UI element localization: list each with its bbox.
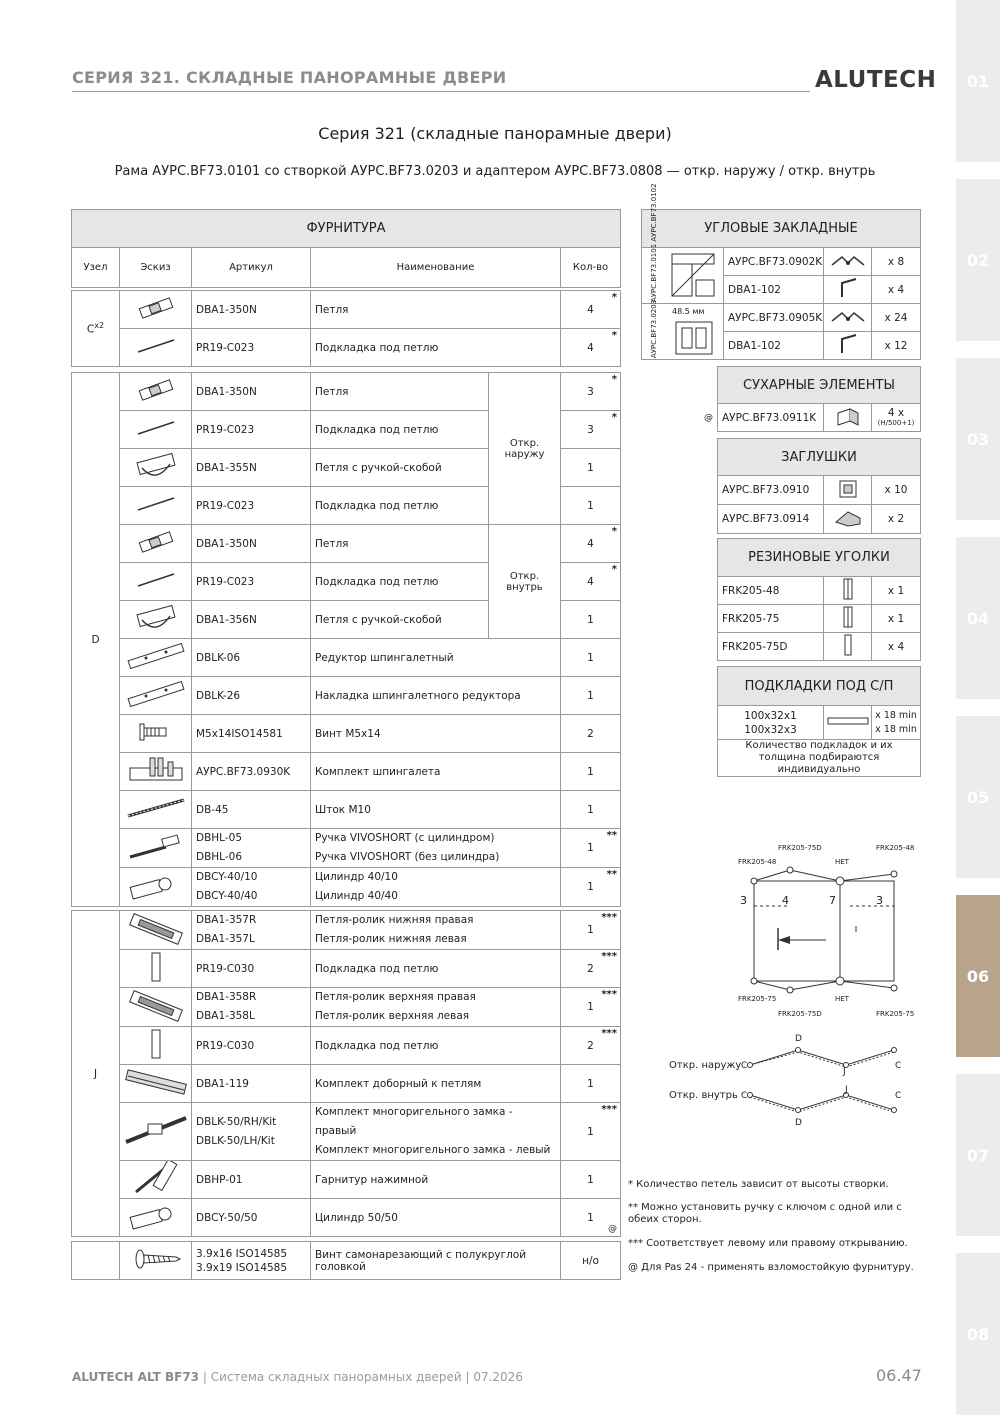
open-in-label: Откр. внутрь [669, 1090, 738, 1101]
qty-value: 2 [587, 962, 594, 975]
note-mark: * [611, 564, 618, 575]
table-row [72, 753, 621, 791]
node-c-cell [72, 291, 120, 367]
tab-04[interactable]: 04 [956, 537, 1000, 699]
letter-j: J [843, 1067, 846, 1077]
dimension-label: 48.5 мм [672, 307, 705, 316]
qty-value: 1 [587, 881, 594, 893]
rubber-corners-title: РЕЗИНОВЫЕ УГОЛКИ [718, 539, 921, 577]
qty-value: 4 [587, 341, 594, 354]
table-row [72, 829, 621, 868]
qty-value: 1 [587, 461, 594, 474]
diagram-label: НЕТ [835, 858, 849, 866]
article-cell: DB-45 [192, 791, 311, 829]
tab-07[interactable]: 07 [956, 1074, 1000, 1236]
plugs-title: ЗАГЛУШКИ [718, 439, 921, 476]
article-line: DBLK-50/RH/Kit [196, 1115, 277, 1128]
name-cell: Шток М10 [311, 791, 561, 829]
qty-value: 1 [587, 924, 594, 936]
letter-c: C [895, 1061, 902, 1071]
article-line: DBA1-357R [196, 914, 257, 926]
letter-d: D [795, 1034, 802, 1044]
article-cell: M5x14ISO14581 [192, 715, 311, 753]
rod-thread-icon [120, 791, 192, 829]
table-row [72, 1027, 621, 1065]
table-row [72, 329, 621, 367]
dry-elements-table [717, 366, 921, 432]
leaf-number: 7 [829, 894, 836, 907]
qty-value: 1 [587, 765, 594, 778]
article-cell: AУPC.BF73.0905K [724, 304, 824, 332]
article-cell: AУPC.BF73.0910 [718, 476, 824, 505]
qty-value: 4 x [887, 406, 905, 419]
note-mark: @ [608, 1224, 618, 1234]
note-2: ** Можно установить ручку с ключом с одной или с обеих сторон. [628, 1202, 902, 1225]
article-line: DBCY-40/40 [196, 890, 258, 902]
qty-value: x 2 [872, 505, 921, 534]
pad-qty: x 18 min [875, 723, 917, 735]
table-row [72, 950, 621, 988]
leaf-number: 4 [782, 894, 789, 907]
profile-bottom-sketch [642, 299, 724, 360]
fittings-title: ФУРНИТУРА [72, 210, 621, 248]
tab-05[interactable]: 05 [956, 716, 1000, 878]
name-cell: Подкладка под петлю [311, 1027, 561, 1065]
note-mark: *** [601, 1104, 618, 1115]
diagram-label: FRK205-75 [738, 995, 777, 1003]
article-cell: DBA1-102 [724, 276, 824, 304]
note-mark: ** [606, 869, 618, 880]
qty-value: 2 [587, 727, 594, 740]
qty-value: 1 [587, 651, 594, 664]
tab-06[interactable]: 06 [956, 895, 1000, 1057]
footer-brand: ALUTECH ALT BF73 [72, 1370, 200, 1384]
name-cell: Цилиндр 50/50 [311, 1199, 561, 1237]
rod-icon [120, 411, 192, 449]
corner-inserts-table [641, 209, 921, 360]
footer [72, 1370, 523, 1384]
table-row [72, 1103, 621, 1161]
tapping-screw-icon [120, 1242, 192, 1280]
header-divider [72, 91, 810, 92]
rubber-corner-icon [824, 605, 872, 633]
dry-mark: @ [704, 413, 713, 423]
note-mark: * [611, 412, 618, 423]
page-number: 06.47 [876, 1366, 922, 1385]
corner-bracket-icon [824, 248, 872, 276]
note-mark: * [611, 374, 618, 385]
qty-value: 4 [587, 575, 594, 588]
table-row [72, 639, 621, 677]
diagram-label: FRK205-75D [778, 1010, 822, 1018]
hinge-icon [120, 291, 192, 329]
table-row [72, 988, 621, 1027]
qty-value: 1 [587, 499, 594, 512]
glass-pad-icon [824, 706, 872, 740]
rubber-corner-icon [824, 577, 872, 605]
hinge-icon [120, 373, 192, 411]
qty-value: x 8 [872, 248, 921, 276]
name-line: Петля-ролик нижняя левая [315, 933, 467, 945]
node-sup: x2 [94, 321, 105, 331]
open-in-cell: Откр. внутрь [489, 525, 561, 639]
article-line: DBA1-358L [196, 1010, 255, 1022]
article-cell: DBCY-50/50 [192, 1199, 311, 1237]
table-row [72, 911, 621, 950]
article-cell: AУPC.BF73.0930K [192, 753, 311, 791]
insert-icon [824, 404, 872, 432]
qty-value: 3 [587, 423, 594, 436]
screw-icon [120, 715, 192, 753]
push-handle-icon [120, 1161, 192, 1199]
qty-value: x 1 [872, 577, 921, 605]
hinge-handle-icon [120, 449, 192, 487]
bolt-kit-icon [120, 753, 192, 791]
article-cell: FRK205-75 [718, 605, 824, 633]
table-row [72, 677, 621, 715]
article-cell: FRK205-48 [718, 577, 824, 605]
plugs-table [717, 438, 921, 534]
note-mark: *** [601, 951, 618, 962]
qty-value: 1 [587, 1125, 594, 1138]
corner-inserts-title: УГЛОВЫЕ ЗАКЛАДНЫЕ [642, 210, 921, 248]
tab-03[interactable]: 03 [956, 358, 1000, 520]
hinge-icon [120, 525, 192, 563]
corner-bracket-icon [824, 304, 872, 332]
letter-c: C [895, 1091, 902, 1101]
sash-section-icon [666, 318, 722, 358]
letter-j: J [845, 1085, 848, 1095]
col-sketch: Эскиз [120, 248, 192, 288]
cylinder-icon [120, 868, 192, 907]
letter-d: D [795, 1118, 802, 1128]
cylinder-icon [120, 1199, 192, 1237]
qty-value: 4 [587, 537, 594, 550]
qty-value: x 1 [872, 605, 921, 633]
angle-icon [824, 276, 872, 304]
note-mark: * [611, 526, 618, 537]
name-cell: Подкладка под петлю [311, 950, 561, 988]
pad-icon [120, 1027, 192, 1065]
article-cell: DBA1-350N [192, 373, 311, 411]
diagram-label: НЕТ [835, 995, 849, 1003]
dry-elements-title: СУХАРНЫЕ ЭЛЕМЕНТЫ [718, 367, 921, 404]
article-line: DBA1-357L [196, 933, 255, 945]
article-cell: DBHP-01 [192, 1161, 311, 1199]
qty-value: н/о [561, 1242, 621, 1280]
col-qty: Кол-во [561, 248, 621, 288]
qty-value: 1 [587, 1001, 594, 1013]
qty-value: x 12 [872, 332, 921, 360]
table-row [72, 291, 621, 329]
series-title: СЕРИЯ 321. СКЛАДНЫЕ ПАНОРАМНЫЕ ДВЕРИ [72, 68, 507, 87]
tab-08[interactable]: 08 [956, 1253, 1000, 1415]
name-line: Ручка VIVOSHORT (с цилиндром) [315, 832, 495, 844]
article-cell: DBLK-26 [192, 677, 311, 715]
name-cell: Винт самонарезающий с полукруглой головкой [311, 1242, 561, 1280]
qty-value: x 4 [872, 276, 921, 304]
letter-c: C [741, 1061, 748, 1071]
note-mark: ** [606, 830, 618, 841]
profile-top-label [650, 250, 658, 302]
qty-value: 4 [587, 303, 594, 316]
article-cell: DBA1-102 [724, 332, 824, 360]
table-row [72, 791, 621, 829]
footer-text: | Система складных панорамных дверей | 07.2026 [199, 1370, 523, 1384]
roller-hinge-icon [120, 911, 192, 950]
name-cell: Петля [311, 291, 561, 329]
article-cell: AУPC.BF73.0914 [718, 505, 824, 534]
angle-icon [824, 332, 872, 360]
qty-value: 1 [587, 842, 594, 854]
note-mark: *** [601, 1028, 618, 1039]
note-1: * Количество петель зависит от высоты створки. [628, 1179, 889, 1190]
plug-icon [824, 505, 872, 534]
name-line: Комплект многоригельного замка - левый [315, 1144, 551, 1156]
name-cell: Подкладка под петлю [311, 329, 561, 367]
tab-02[interactable]: 02 [956, 179, 1000, 341]
name-cell: Накладка шпингалетного редуктора [311, 677, 561, 715]
pad-icon [120, 950, 192, 988]
article-line: DBCY-40/10 [196, 871, 258, 883]
roller-hinge-icon [120, 988, 192, 1027]
qty-value: 1 [587, 1211, 594, 1224]
table-row [72, 1199, 621, 1237]
article-cell: DBA1-350N [192, 291, 311, 329]
qty-value: x 4 [872, 633, 921, 661]
article-line: 3.9x19 ISO14585 [196, 1261, 288, 1274]
lock-icon [120, 1103, 192, 1161]
article-cell: PR19-C030 [192, 950, 311, 988]
open-out-cell: Откр. наружу [489, 373, 561, 525]
node-d-cell: D [72, 373, 120, 907]
article-cell: DBA1-356N [192, 601, 311, 639]
name-line: Цилиндр 40/10 [315, 871, 398, 883]
diagram-label: FRK205-75D [778, 844, 822, 852]
note-4: @ Для Pas 24 - применять взломостойкую фурнитуру. [628, 1262, 914, 1273]
page-subtitle: Рама АУРС.BF73.0101 со створкой АУРС.BF73.0203 и адаптером АУРС.BF73.0808 — откр. наружу / откр. внутрь [114, 164, 876, 179]
name-line: Петля-ролик верхняя правая [315, 991, 476, 1003]
leaf-number: 3 [876, 894, 883, 907]
table-row [72, 373, 621, 411]
qty-value: 1 [587, 803, 594, 816]
rod-icon [120, 563, 192, 601]
name-line: Петля-ролик нижняя правая [315, 914, 474, 926]
article-cell: PR19-C030 [192, 1027, 311, 1065]
name-cell: Комплект доборный к петлям [311, 1065, 561, 1103]
article-cell: DBA1-355N [192, 449, 311, 487]
article-cell: DBLK-06 [192, 639, 311, 677]
pads-note: Количество подкладок и их толщина подбираются индивидуально [718, 740, 921, 777]
qty-value: 1 [587, 1077, 594, 1090]
open-out-label: Откр. наружу [669, 1060, 742, 1071]
glass-pads-title: ПОДКЛАДКИ ПОД С/П [718, 667, 921, 706]
qty-value: 3 [587, 385, 594, 398]
letter-c: C [741, 1091, 748, 1101]
diagram-label: FRK205-48 [876, 844, 915, 852]
handle-icon [120, 829, 192, 868]
table-row [72, 1065, 621, 1103]
diagram-label: FRK205-48 [738, 858, 777, 866]
table-row [72, 868, 621, 907]
hinge-handle-icon [120, 601, 192, 639]
article-cell: AУPC.BF73.0911K [718, 404, 824, 432]
name-line: Комплект многоригельного замка - правый [315, 1106, 513, 1137]
note-mark: * [611, 292, 618, 303]
qty-value: 2 [587, 1039, 594, 1052]
profile-section-icon [666, 250, 722, 302]
leaf-number: 3 [740, 894, 747, 907]
profile-top-sketch [642, 248, 724, 304]
note-mark: *** [601, 912, 618, 923]
qty-value: x 10 [872, 476, 921, 505]
rod-icon [120, 329, 192, 367]
brand-logo: ALUTECH [815, 67, 937, 93]
glass-pads-table [717, 666, 921, 777]
qty-note: (H/500+1) [877, 418, 915, 427]
table-row [72, 525, 621, 563]
rubber-corner-icon [824, 633, 872, 661]
table-row [72, 715, 621, 753]
article-line: DBA1-358R [196, 991, 257, 1003]
name-line: Петля-ролик верхняя левая [315, 1010, 470, 1022]
name-cell: Петля с ручкой-скобой [311, 449, 489, 487]
article-line: 3.9x16 ISO14585 [196, 1247, 288, 1260]
article-cell: FRK205-75D [718, 633, 824, 661]
article-cell: PR19-C023 [192, 487, 311, 525]
pad-qty: x 18 min [875, 709, 917, 721]
node-label: C [86, 323, 95, 336]
name-cell: Петля [311, 373, 489, 411]
article-cell: DBA1-350N [192, 525, 311, 563]
col-article: Артикул [192, 248, 311, 288]
article-cell: PR19-C023 [192, 329, 311, 367]
note-mark: *** [601, 989, 618, 1000]
reducer-icon [120, 639, 192, 677]
page-title: Серия 321 (складные панорамные двери) [318, 124, 672, 143]
article-cell: DBA1-119 [192, 1065, 311, 1103]
name-cell: Подкладка под петлю [311, 563, 489, 601]
rubber-corners-table [717, 538, 921, 661]
name-line: Цилиндр 40/40 [315, 890, 398, 902]
note-3: *** Соответствует левому или правому открыванию. [628, 1238, 908, 1249]
name-cell: Подкладка под петлю [311, 487, 489, 525]
fittings-table [71, 209, 621, 1280]
qty-value: 1 [587, 689, 594, 702]
name-cell: Винт М5х14 [311, 715, 561, 753]
note-mark: * [611, 330, 618, 341]
tab-01[interactable]: 01 [956, 0, 1000, 162]
profile-kit-icon [120, 1065, 192, 1103]
name-line: Ручка VIVOSHORT (без цилиндра) [315, 851, 500, 863]
article-line: DBHL-05 [196, 832, 242, 844]
qty-value: 1 [587, 613, 594, 626]
qty-value: 1 [587, 1173, 594, 1186]
pad-size: 100x32x3 [744, 723, 797, 736]
article-line: DBHL-06 [196, 851, 242, 863]
col-name: Наименование [311, 248, 561, 288]
name-cell: Гарнитур нажимной [311, 1161, 561, 1199]
table-row [72, 1161, 621, 1199]
name-cell: Подкладка под петлю [311, 411, 489, 449]
article-cell: AУPC.BF73.0902K [724, 248, 824, 276]
name-cell: Редуктор шпингалетный [311, 639, 561, 677]
name-cell: Петля [311, 525, 489, 563]
article-cell: PR19-C023 [192, 411, 311, 449]
col-node: Узел [72, 248, 120, 288]
article-line: DBLK-50/LH/Kit [196, 1134, 275, 1147]
table-row [72, 1242, 621, 1280]
pad-size: 100x32x1 [744, 709, 797, 722]
qty-value: x 24 [872, 304, 921, 332]
rod-icon [120, 487, 192, 525]
diagram-label: FRK205-75 [876, 1010, 915, 1018]
node-j-cell: J [72, 911, 120, 1237]
name-cell: Петля с ручкой-скобой [311, 601, 489, 639]
plug-icon [824, 476, 872, 505]
plate-icon [120, 677, 192, 715]
article-cell: PR19-C023 [192, 563, 311, 601]
name-cell: Комплект шпингалета [311, 753, 561, 791]
profile-bottom-label: AУPC.BF73.0203 [650, 299, 658, 358]
